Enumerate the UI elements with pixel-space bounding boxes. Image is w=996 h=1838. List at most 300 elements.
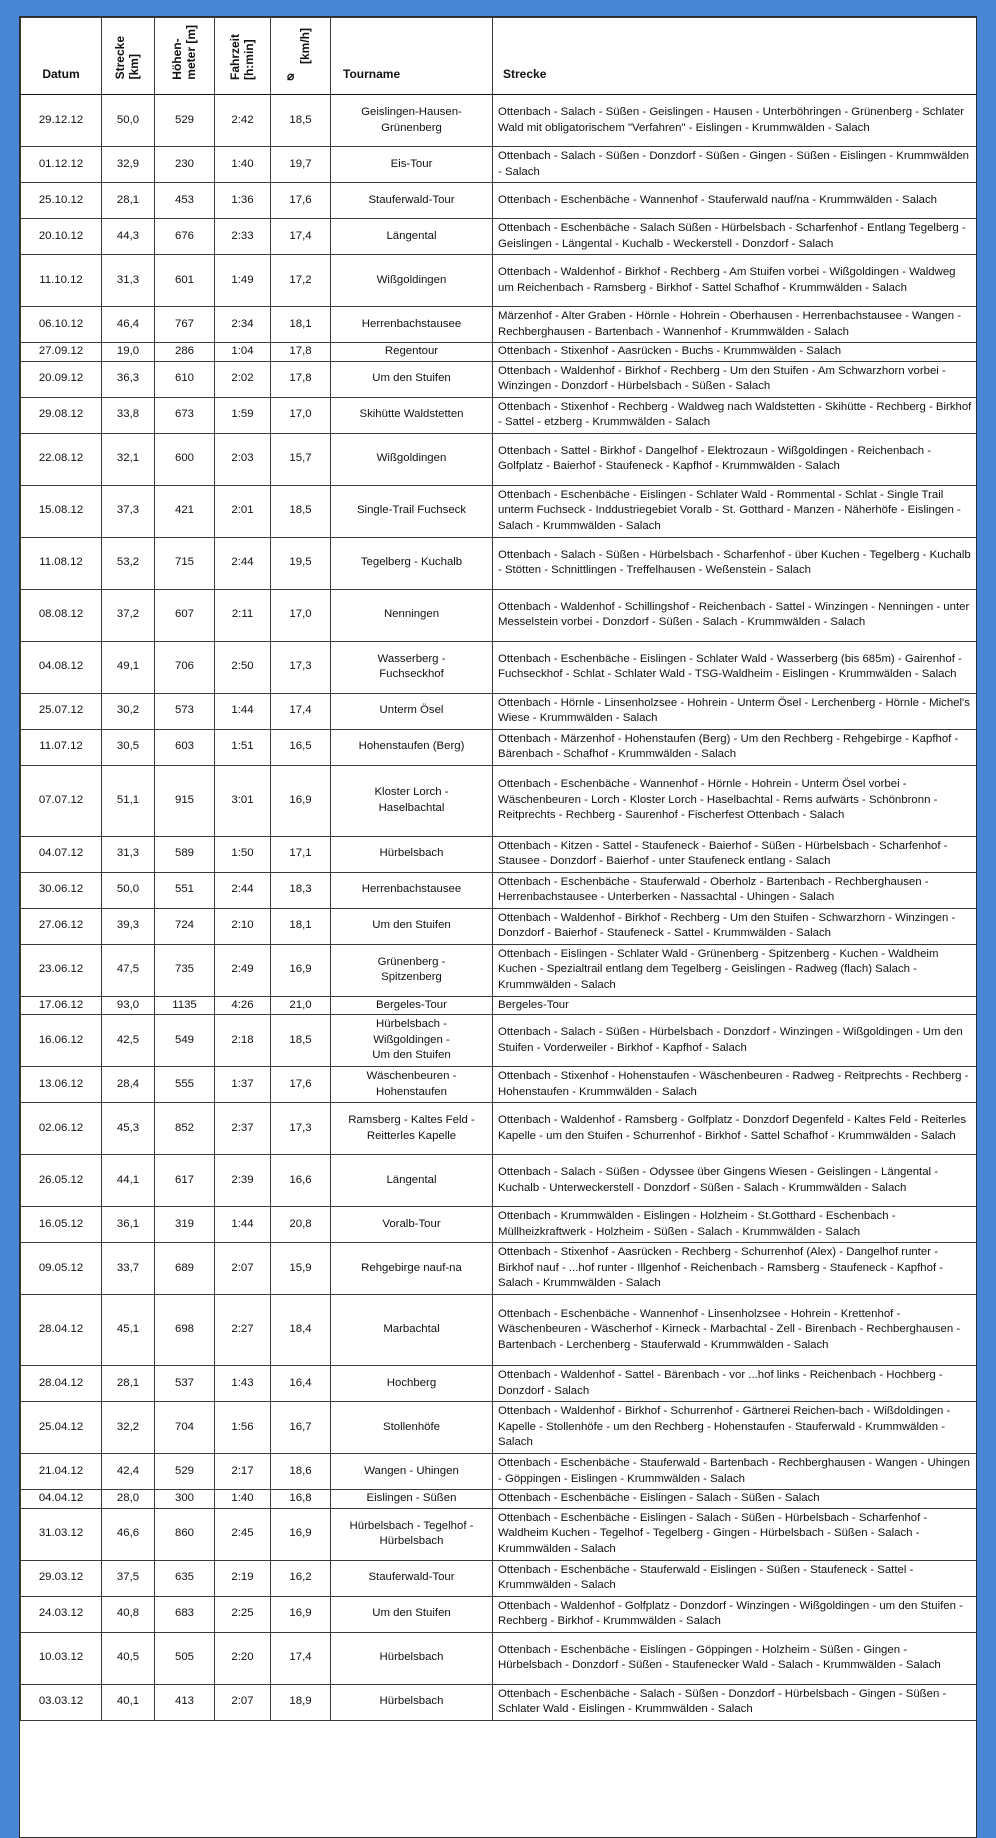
cell-fahrzeit: 2:42 [215, 95, 271, 147]
cell-tourname: Bergeles-Tour [331, 996, 493, 1015]
cell-fahrzeit: 2:34 [215, 307, 271, 343]
cell-strecke: Ottenbach - Waldenhof - Birkhof - Rechberg - Am Stuifen vorbei - Wißgoldingen - Waldweg um Reichenbach - Ramsberg - Birkhof - Sattel Schafhof - Krummwälden - Salach [493, 255, 978, 307]
cell-strecke-km: 42,4 [102, 1454, 155, 1490]
cell-avg-speed: 16,9 [271, 944, 331, 996]
cell-strecke-km: 49,1 [102, 641, 155, 693]
cell-strecke: Ottenbach - Hörnle - Linsenholzsee - Hohrein - Unterm Ösel - Lerchenberg - Hörnle - Michel's Wiese - Krummwälden - Salach [493, 693, 978, 729]
header-strecke-km [102, 18, 155, 95]
header-fahrzeit-label: Fahrzeit [h:min] [227, 33, 256, 80]
cell-tourname: Marbachtal [331, 1295, 493, 1366]
cell-avg-speed: 20,8 [271, 1207, 331, 1243]
cell-fahrzeit: 1:04 [215, 343, 271, 362]
cell-avg-speed: 17,2 [271, 255, 331, 307]
table-row [21, 1632, 978, 1684]
cell-strecke-km: 37,3 [102, 485, 155, 537]
cell-fahrzeit: 2:25 [215, 1596, 271, 1632]
cell-avg-speed: 17,8 [271, 343, 331, 362]
cell-tourname: Längental [331, 1155, 493, 1207]
table-row [21, 996, 978, 1015]
cell-hoehenmeter: 860 [155, 1508, 215, 1560]
cell-fahrzeit: 1:56 [215, 1402, 271, 1454]
cell-fahrzeit: 2:50 [215, 641, 271, 693]
table-row [21, 307, 978, 343]
table-row [21, 836, 978, 872]
cell-avg-speed: 18,5 [271, 485, 331, 537]
cell-hoehenmeter: 724 [155, 908, 215, 944]
cell-avg-speed: 16,4 [271, 1366, 331, 1402]
table-row [21, 1155, 978, 1207]
cell-strecke: Ottenbach - Eislingen - Schlater Wald - Grünenberg - Spitzenberg - Kuchen - Waldheim Kuchen - Spezialtrail entlang dem Tegelberg - Geislingen - Radweg (flach) Salach - Krummwälden - Salach [493, 944, 978, 996]
cell-hoehenmeter: 715 [155, 537, 215, 589]
cell-avg-speed: 15,9 [271, 1243, 331, 1295]
cell-avg-speed: 16,7 [271, 1402, 331, 1454]
cell-strecke-km: 36,1 [102, 1207, 155, 1243]
cell-datum: 23.06.12 [21, 944, 102, 996]
cell-hoehenmeter: 537 [155, 1366, 215, 1402]
cell-tourname: Eis-Tour [331, 147, 493, 183]
cell-fahrzeit: 2:03 [215, 433, 271, 485]
cell-strecke-km: 40,8 [102, 1596, 155, 1632]
table-row [21, 255, 978, 307]
cell-tourname: Um den Stuifen [331, 1596, 493, 1632]
table-row [21, 1454, 978, 1490]
cell-datum: 31.03.12 [21, 1508, 102, 1560]
cell-datum: 11.07.12 [21, 729, 102, 765]
cell-hoehenmeter: 704 [155, 1402, 215, 1454]
cell-fahrzeit: 1:59 [215, 397, 271, 433]
cell-strecke: Ottenbach - Waldenhof - Sattel - Bärenbach - vor ...hof links - Reichenbach - Hochberg - Donzdorf - Salach [493, 1366, 978, 1402]
cell-tourname: Geislingen-Hausen- Grünenberg [331, 95, 493, 147]
header-avg-speed [271, 18, 331, 95]
cell-avg-speed: 18,5 [271, 95, 331, 147]
cell-fahrzeit: 2:19 [215, 1560, 271, 1596]
cell-fahrzeit: 2:27 [215, 1295, 271, 1366]
table-row [21, 433, 978, 485]
cell-strecke: Ottenbach - Salach - Süßen - Hürbelsbach - Donzdorf - Winzingen - Wißgoldingen - Um den Stuifen - Vorderweiler - Birkhof - Kapfhof - Salach [493, 1015, 978, 1067]
cell-datum: 20.09.12 [21, 361, 102, 397]
cell-hoehenmeter: 635 [155, 1560, 215, 1596]
cell-strecke: Ottenbach - Sattel - Birkhof - Dangelhof - Elektrozaun - Wißgoldingen - Reichenbach - Golfplatz - Baierhof - Staufeneck - Kapfhof - Krummwälden - Salach [493, 433, 978, 485]
cell-strecke: Ottenbach - Eschenbäche - Eislingen - Schlater Wald - Rommental - Schlat - Single Trail unterm Fuchseck - Inddustriegebiet Voralb - St. Gotthard - Manzen - Näherhöfe - Eislingen - Salach - Krummwälden - Salach [493, 485, 978, 537]
cell-tourname: Stauferwald-Tour [331, 183, 493, 219]
cell-fahrzeit: 2:18 [215, 1015, 271, 1067]
cell-hoehenmeter: 601 [155, 255, 215, 307]
cell-datum: 04.07.12 [21, 836, 102, 872]
cell-strecke-km: 45,1 [102, 1295, 155, 1366]
cell-tourname: Unterm Ösel [331, 693, 493, 729]
cell-avg-speed: 18,6 [271, 1454, 331, 1490]
cell-datum: 03.03.12 [21, 1684, 102, 1720]
cell-tourname: Wißgoldingen [331, 433, 493, 485]
cell-strecke-km: 28,1 [102, 183, 155, 219]
cell-strecke-km: 30,2 [102, 693, 155, 729]
cell-tourname: Stollenhöfe [331, 1402, 493, 1454]
table-row [21, 537, 978, 589]
cell-strecke: Ottenbach - Eschenbäche - Salach Süßen - Hürbelsbach - Scharfenhof - Entlang Tegelberg - Geislingen - Längental - Kuchalb - Weckerstell - Donzdorf - Salach [493, 219, 978, 255]
header-row [21, 18, 978, 95]
table-row [21, 693, 978, 729]
cell-strecke: Ottenbach - Waldenhof - Schillingshof - Reichenbach - Sattel - Winzingen - Nenningen - unter Messelstein vorbei - Donzdorf - Süßen - Salach - Krummwälden - Salach [493, 589, 978, 641]
cell-strecke: Ottenbach - Eschenbäche - Salach - Süßen - Donzdorf - Hürbelsbach - Gingen - Süßen - Schlater Wald - Eislingen - Krummwälden - Salach [493, 1684, 978, 1720]
cell-avg-speed: 17,1 [271, 836, 331, 872]
header-fahrzeit [215, 18, 271, 95]
cell-strecke: Bergeles-Tour [493, 996, 978, 1015]
cell-hoehenmeter: 698 [155, 1295, 215, 1366]
cell-fahrzeit: 3:01 [215, 765, 271, 836]
cell-datum: 25.10.12 [21, 183, 102, 219]
cell-hoehenmeter: 421 [155, 485, 215, 537]
cell-avg-speed: 19,5 [271, 537, 331, 589]
table-row [21, 95, 978, 147]
cell-avg-speed: 18,3 [271, 872, 331, 908]
cell-datum: 27.09.12 [21, 343, 102, 362]
cell-fahrzeit: 2:49 [215, 944, 271, 996]
cell-strecke: Ottenbach - Waldenhof - Golfplatz - Donzdorf - Winzingen - Wißgoldingen - um den Stuifen - Rechberg - Birkhof - Krummwälden - Salach [493, 1596, 978, 1632]
cell-datum: 04.08.12 [21, 641, 102, 693]
cell-strecke-km: 53,2 [102, 537, 155, 589]
cell-datum: 29.12.12 [21, 95, 102, 147]
table-row [21, 183, 978, 219]
cell-strecke-km: 46,4 [102, 307, 155, 343]
cell-tourname: Hochberg [331, 1366, 493, 1402]
table-row [21, 1243, 978, 1295]
table-row [21, 219, 978, 255]
cell-datum: 15.08.12 [21, 485, 102, 537]
table-row [21, 147, 978, 183]
cell-strecke-km: 45,3 [102, 1103, 155, 1155]
cell-strecke-km: 47,5 [102, 944, 155, 996]
cell-datum: 28.04.12 [21, 1295, 102, 1366]
cell-strecke-km: 50,0 [102, 95, 155, 147]
table-row [21, 1295, 978, 1366]
cell-avg-speed: 18,1 [271, 908, 331, 944]
table-row [21, 729, 978, 765]
cell-hoehenmeter: 603 [155, 729, 215, 765]
cell-tourname: Längental [331, 219, 493, 255]
cell-strecke: Ottenbach - Stixenhof - Aasrücken - Rechberg - Schurrenhof (Alex) - Dangelhof runter - Birkhof nauf - ...hof runter - Illgenhof - Reichenbach - Ramsberg - Staufeneck - Kapfhof - Salach - Krummwälden - Salach [493, 1243, 978, 1295]
table-row [21, 1366, 978, 1402]
table-row [21, 1207, 978, 1243]
cell-tourname: Hürbelsbach [331, 1632, 493, 1684]
cell-strecke-km: 42,5 [102, 1015, 155, 1067]
header-kmh-unit: [km/h] [298, 28, 312, 64]
cell-datum: 02.06.12 [21, 1103, 102, 1155]
header-strecke: Strecke [493, 18, 978, 95]
cell-avg-speed: 18,5 [271, 1015, 331, 1067]
cell-datum: 27.06.12 [21, 908, 102, 944]
cell-strecke: Ottenbach - Eschenbäche - Wannenhof - Hörnle - Hohrein - Unterm Ösel vorbei - Wäschenbeuren - Lorch - Kloster Lorch - Haselbachtal - Rems aufwärts - Schönbronn - Reitprechts - Rechberg - Saurenhof - Fischerfest Ottenbach - Salach [493, 765, 978, 836]
cell-strecke-km: 19,0 [102, 343, 155, 362]
cell-strecke: Ottenbach - Salach - Süßen - Hürbelsbach - Scharfenhof - über Kuchen - Tegelberg - Kuchalb - Stötten - Schnittlingen - Treffelhausen - Weßenstein - Salach [493, 537, 978, 589]
cell-strecke-km: 44,1 [102, 1155, 155, 1207]
cell-fahrzeit: 2:45 [215, 1508, 271, 1560]
cell-strecke-km: 44,3 [102, 219, 155, 255]
cell-fahrzeit: 1:43 [215, 1366, 271, 1402]
cell-strecke-km: 93,0 [102, 996, 155, 1015]
cell-strecke: Märzenhof - Alter Graben - Hörnle - Hohrein - Oberhausen - Herrenbachstausee - Wangen - Rechberghausen - Bartenbach - Wannenhof - Krummwälden - Salach [493, 307, 978, 343]
cell-fahrzeit: 2:44 [215, 537, 271, 589]
table-row [21, 908, 978, 944]
tour-log-sheet [19, 16, 977, 1838]
cell-tourname: Wißgoldingen [331, 255, 493, 307]
cell-hoehenmeter: 286 [155, 343, 215, 362]
cell-strecke-km: 37,5 [102, 1560, 155, 1596]
cell-avg-speed: 21,0 [271, 996, 331, 1015]
cell-strecke: Ottenbach - Eschenbäche - Stauferwald - Oberholz - Bartenbach - Rechberghausen - Herrenbachstausee - Unterberken - Nassachtal - Uhingen - Salach [493, 872, 978, 908]
cell-hoehenmeter: 683 [155, 1596, 215, 1632]
cell-strecke: Ottenbach - Waldenhof - Birkhof - Rechberg - Um den Stuifen - Schwarzhorn - Winzingen - Donzdorf - Baierhof - Staufeneck - Sattel - Krummwälden - Salach [493, 908, 978, 944]
cell-tourname: Hürbelsbach [331, 1684, 493, 1720]
header-datum: Datum [21, 18, 102, 95]
cell-fahrzeit: 2:02 [215, 361, 271, 397]
cell-avg-speed: 17,4 [271, 693, 331, 729]
cell-hoehenmeter: 767 [155, 307, 215, 343]
cell-hoehenmeter: 610 [155, 361, 215, 397]
cell-fahrzeit: 2:17 [215, 1454, 271, 1490]
cell-avg-speed: 17,4 [271, 1632, 331, 1684]
cell-datum: 04.04.12 [21, 1490, 102, 1509]
cell-hoehenmeter: 529 [155, 95, 215, 147]
cell-tourname: Tegelberg - Kuchalb [331, 537, 493, 589]
cell-datum: 10.03.12 [21, 1632, 102, 1684]
cell-tourname: Wäschenbeuren - Hohenstaufen [331, 1067, 493, 1103]
cell-fahrzeit: 2:07 [215, 1243, 271, 1295]
cell-strecke: Ottenbach - Eschenbäche - Eislingen - Schlater Wald - Wasserberg (bis 685m) - Gairenhof - Fuchseckhof - Schlat - Schlater Wald - TSG-Waldheim - Eislingen - Krummwälden - Salach [493, 641, 978, 693]
table-row [21, 872, 978, 908]
cell-strecke: Ottenbach - Eschenbäche - Wannenhof - Stauferwald nauf/na - Krummwälden - Salach [493, 183, 978, 219]
cell-fahrzeit: 2:10 [215, 908, 271, 944]
cell-fahrzeit: 2:33 [215, 219, 271, 255]
cell-avg-speed: 17,0 [271, 397, 331, 433]
cell-tourname: Voralb-Tour [331, 1207, 493, 1243]
cell-strecke-km: 31,3 [102, 836, 155, 872]
cell-strecke: Ottenbach - Stixenhof - Rechberg - Waldweg nach Waldstetten - Skihütte - Rechberg - Birkhof - Sattel - etzberg - Krummwälden - Salach [493, 397, 978, 433]
cell-tourname: Nenningen [331, 589, 493, 641]
cell-hoehenmeter: 915 [155, 765, 215, 836]
header-tourname: Tourname [331, 18, 493, 95]
table-row [21, 1067, 978, 1103]
cell-fahrzeit: 1:40 [215, 147, 271, 183]
cell-avg-speed: 16,9 [271, 1508, 331, 1560]
cell-hoehenmeter: 573 [155, 693, 215, 729]
cell-strecke-km: 28,1 [102, 1366, 155, 1402]
header-strecke-km-label: Strecke [km] [113, 36, 141, 80]
cell-hoehenmeter: 319 [155, 1207, 215, 1243]
cell-hoehenmeter: 735 [155, 944, 215, 996]
cell-datum: 20.10.12 [21, 219, 102, 255]
cell-datum: 07.07.12 [21, 765, 102, 836]
cell-avg-speed: 18,9 [271, 1684, 331, 1720]
cell-fahrzeit: 1:44 [215, 1207, 271, 1243]
cell-avg-speed: 18,4 [271, 1295, 331, 1366]
cell-tourname: Herrenbachstausee [331, 872, 493, 908]
cell-datum: 29.08.12 [21, 397, 102, 433]
cell-avg-speed: 16,5 [271, 729, 331, 765]
cell-datum: 25.07.12 [21, 693, 102, 729]
table-row [21, 397, 978, 433]
average-symbol-icon: ⌀ [287, 68, 295, 83]
cell-hoehenmeter: 600 [155, 433, 215, 485]
table-row [21, 1560, 978, 1596]
cell-datum: 22.08.12 [21, 433, 102, 485]
table-row [21, 485, 978, 537]
cell-avg-speed: 17,8 [271, 361, 331, 397]
cell-tourname: Single-Trail Fuchseck [331, 485, 493, 537]
cell-fahrzeit: 1:37 [215, 1067, 271, 1103]
tour-rows [21, 95, 978, 1721]
cell-hoehenmeter: 529 [155, 1454, 215, 1490]
cell-fahrzeit: 1:50 [215, 836, 271, 872]
cell-tourname: Wangen - Uhingen [331, 1454, 493, 1490]
table-row [21, 1490, 978, 1509]
cell-avg-speed: 16,9 [271, 765, 331, 836]
cell-fahrzeit: 1:51 [215, 729, 271, 765]
table-row [21, 944, 978, 996]
cell-fahrzeit: 1:36 [215, 183, 271, 219]
cell-avg-speed: 19,7 [271, 147, 331, 183]
cell-strecke: Ottenbach - Eschenbäche - Stauferwald - Eislingen - Süßen - Staufeneck - Sattel - Krummwälden - Salach [493, 1560, 978, 1596]
cell-strecke: Ottenbach - Salach - Süßen - Donzdorf - Süßen - Gingen - Süßen - Eislingen - Krummwälden - Salach [493, 147, 978, 183]
cell-strecke: Ottenbach - Stixenhof - Hohenstaufen - Wäschenbeuren - Radweg - Reitprechts - Rechberg - Hohenstaufen - Krummwälden - Salach [493, 1067, 978, 1103]
cell-fahrzeit: 2:37 [215, 1103, 271, 1155]
cell-datum: 24.03.12 [21, 1596, 102, 1632]
cell-tourname: Grünenberg - Spitzenberg [331, 944, 493, 996]
cell-strecke-km: 36,3 [102, 361, 155, 397]
cell-datum: 11.10.12 [21, 255, 102, 307]
cell-hoehenmeter: 413 [155, 1684, 215, 1720]
header-hoehenmeter [155, 18, 215, 95]
cell-hoehenmeter: 230 [155, 147, 215, 183]
cell-hoehenmeter: 689 [155, 1243, 215, 1295]
cell-datum: 29.03.12 [21, 1560, 102, 1596]
cell-strecke-km: 39,3 [102, 908, 155, 944]
cell-datum: 01.12.12 [21, 147, 102, 183]
cell-tourname: Skihütte Waldstetten [331, 397, 493, 433]
table-row [21, 589, 978, 641]
cell-tourname: Herrenbachstausee [331, 307, 493, 343]
cell-fahrzeit: 1:44 [215, 693, 271, 729]
cell-tourname: Hürbelsbach - Wißgoldingen - Um den Stuifen [331, 1015, 493, 1067]
cell-avg-speed: 16,2 [271, 1560, 331, 1596]
cell-fahrzeit: 1:49 [215, 255, 271, 307]
cell-strecke-km: 46,6 [102, 1508, 155, 1560]
cell-tourname: Ramsberg - Kaltes Feld - Reitterles Kapelle [331, 1103, 493, 1155]
cell-datum: 26.05.12 [21, 1155, 102, 1207]
cell-tourname: Regentour [331, 343, 493, 362]
cell-fahrzeit: 2:20 [215, 1632, 271, 1684]
cell-strecke: Ottenbach - Eschenbäche - Eislingen - Göppingen - Holzheim - Süßen - Gingen - Hürbelsbach - Donzdorf - Süßen - Staufenecker Wald - Salach - Krummwälden - Salach [493, 1632, 978, 1684]
table-row [21, 1596, 978, 1632]
cell-tourname: Kloster Lorch - Haselbachtal [331, 765, 493, 836]
cell-strecke: Ottenbach - Märzenhof - Hohenstaufen (Berg) - Um den Rechberg - Rehgebirge - Kapfhof - Bärenbach - Schafhof - Krummwälden - Salach [493, 729, 978, 765]
cell-fahrzeit: 2:11 [215, 589, 271, 641]
cell-strecke: Ottenbach - Eschenbäche - Eislingen - Salach - Süßen - Salach [493, 1490, 978, 1509]
table-row [21, 1402, 978, 1454]
cell-strecke-km: 37,2 [102, 589, 155, 641]
cell-datum: 28.04.12 [21, 1366, 102, 1402]
table-row [21, 343, 978, 362]
table-row [21, 765, 978, 836]
cell-strecke-km: 28,4 [102, 1067, 155, 1103]
cell-datum: 30.06.12 [21, 872, 102, 908]
cell-avg-speed: 17,3 [271, 641, 331, 693]
header-hoehenmeter-label: Höhen- meter [m] [169, 25, 198, 80]
cell-tourname: Um den Stuifen [331, 908, 493, 944]
cell-datum: 25.04.12 [21, 1402, 102, 1454]
cell-hoehenmeter: 852 [155, 1103, 215, 1155]
cell-hoehenmeter: 551 [155, 872, 215, 908]
cell-strecke: Ottenbach - Waldenhof - Ramsberg - Golfplatz - Donzdorf Degenfeld - Kaltes Feld - Reiterles Kapelle - um den Stuifen - Schurrenhof - Birkhof - Sattel Schafhof - Krummwälden - Salach [493, 1103, 978, 1155]
cell-strecke-km: 32,1 [102, 433, 155, 485]
cell-tourname: Um den Stuifen [331, 361, 493, 397]
cell-avg-speed: 15,7 [271, 433, 331, 485]
cell-tourname: Hürbelsbach - Tegelhof - Hürbelsbach [331, 1508, 493, 1560]
cell-avg-speed: 16,8 [271, 1490, 331, 1509]
cell-tourname: Hohenstaufen (Berg) [331, 729, 493, 765]
cell-strecke-km: 31,3 [102, 255, 155, 307]
cell-strecke-km: 40,5 [102, 1632, 155, 1684]
cell-datum: 16.05.12 [21, 1207, 102, 1243]
cell-strecke-km: 50,0 [102, 872, 155, 908]
cell-fahrzeit: 4:26 [215, 996, 271, 1015]
cell-hoehenmeter: 555 [155, 1067, 215, 1103]
cell-avg-speed: 17,3 [271, 1103, 331, 1155]
cell-strecke-km: 51,1 [102, 765, 155, 836]
cell-strecke-km: 32,2 [102, 1402, 155, 1454]
table-row [21, 361, 978, 397]
cell-strecke: Ottenbach - Eschenbäche - Stauferwald - Bartenbach - Rechberghausen - Wangen - Uhingen - Göppingen - Eislingen - Krummwälden - Salach [493, 1454, 978, 1490]
cell-avg-speed: 17,6 [271, 183, 331, 219]
cell-tourname: Stauferwald-Tour [331, 1560, 493, 1596]
cell-hoehenmeter: 505 [155, 1632, 215, 1684]
cell-hoehenmeter: 1135 [155, 996, 215, 1015]
cell-avg-speed: 17,4 [271, 219, 331, 255]
cell-avg-speed: 17,0 [271, 589, 331, 641]
cell-tourname: Hürbelsbach [331, 836, 493, 872]
cell-strecke-km: 32,9 [102, 147, 155, 183]
cell-fahrzeit: 2:44 [215, 872, 271, 908]
cell-fahrzeit: 2:39 [215, 1155, 271, 1207]
cell-fahrzeit: 2:01 [215, 485, 271, 537]
cell-strecke: Ottenbach - Krummwälden - Eislingen - Holzheim - St.Gotthard - Eschenbach - Müllheizkraftwerk - Holzheim - Süßen - Salach - Krummwälden - Salach [493, 1207, 978, 1243]
cell-hoehenmeter: 300 [155, 1490, 215, 1509]
cell-strecke: Ottenbach - Waldenhof - Birkhof - Rechberg - Um den Stuifen - Am Schwarzhorn vorbei - Winzingen - Donzdorf - Hürbelsbach - Süßen - Salach [493, 361, 978, 397]
table-row [21, 1508, 978, 1560]
cell-tourname: Eislingen - Süßen [331, 1490, 493, 1509]
cell-strecke-km: 30,5 [102, 729, 155, 765]
cell-strecke: Ottenbach - Waldenhof - Birkhof - Schurrenhof - Gärtnerei Reichen-bach - Wißdoldingen - Kapelle - Stollenhöfe - um den Rechberg - Hohenstaufen - Stauferwald - Krummwälden - Salach [493, 1402, 978, 1454]
cell-hoehenmeter: 549 [155, 1015, 215, 1067]
cell-avg-speed: 16,9 [271, 1596, 331, 1632]
cell-datum: 16.06.12 [21, 1015, 102, 1067]
cell-avg-speed: 17,6 [271, 1067, 331, 1103]
cell-hoehenmeter: 706 [155, 641, 215, 693]
cell-strecke: Ottenbach - Kitzen - Sattel - Staufeneck - Baierhof - Süßen - Hürbelsbach - Scharfenhof - Stausee - Donzdorf - Baierhof - unter Staufeneck entlang - Salach [493, 836, 978, 872]
cell-hoehenmeter: 589 [155, 836, 215, 872]
cell-strecke-km: 33,8 [102, 397, 155, 433]
cell-datum: 17.06.12 [21, 996, 102, 1015]
cell-datum: 09.05.12 [21, 1243, 102, 1295]
cell-hoehenmeter: 676 [155, 219, 215, 255]
cell-datum: 21.04.12 [21, 1454, 102, 1490]
cell-avg-speed: 18,1 [271, 307, 331, 343]
table-row [21, 1684, 978, 1720]
cell-tourname: Rehgebirge nauf-na [331, 1243, 493, 1295]
cell-hoehenmeter: 607 [155, 589, 215, 641]
cell-strecke: Ottenbach - Stixenhof - Aasrücken - Buchs - Krummwälden - Salach [493, 343, 978, 362]
cell-strecke: Ottenbach - Salach - Süßen - Odyssee über Gingens Wiesen - Geislingen - Längental - Kuchalb - Unterweckerstell - Donzdorf - Süßen - Salach - Krummwälden - Salach [493, 1155, 978, 1207]
table-row [21, 641, 978, 693]
